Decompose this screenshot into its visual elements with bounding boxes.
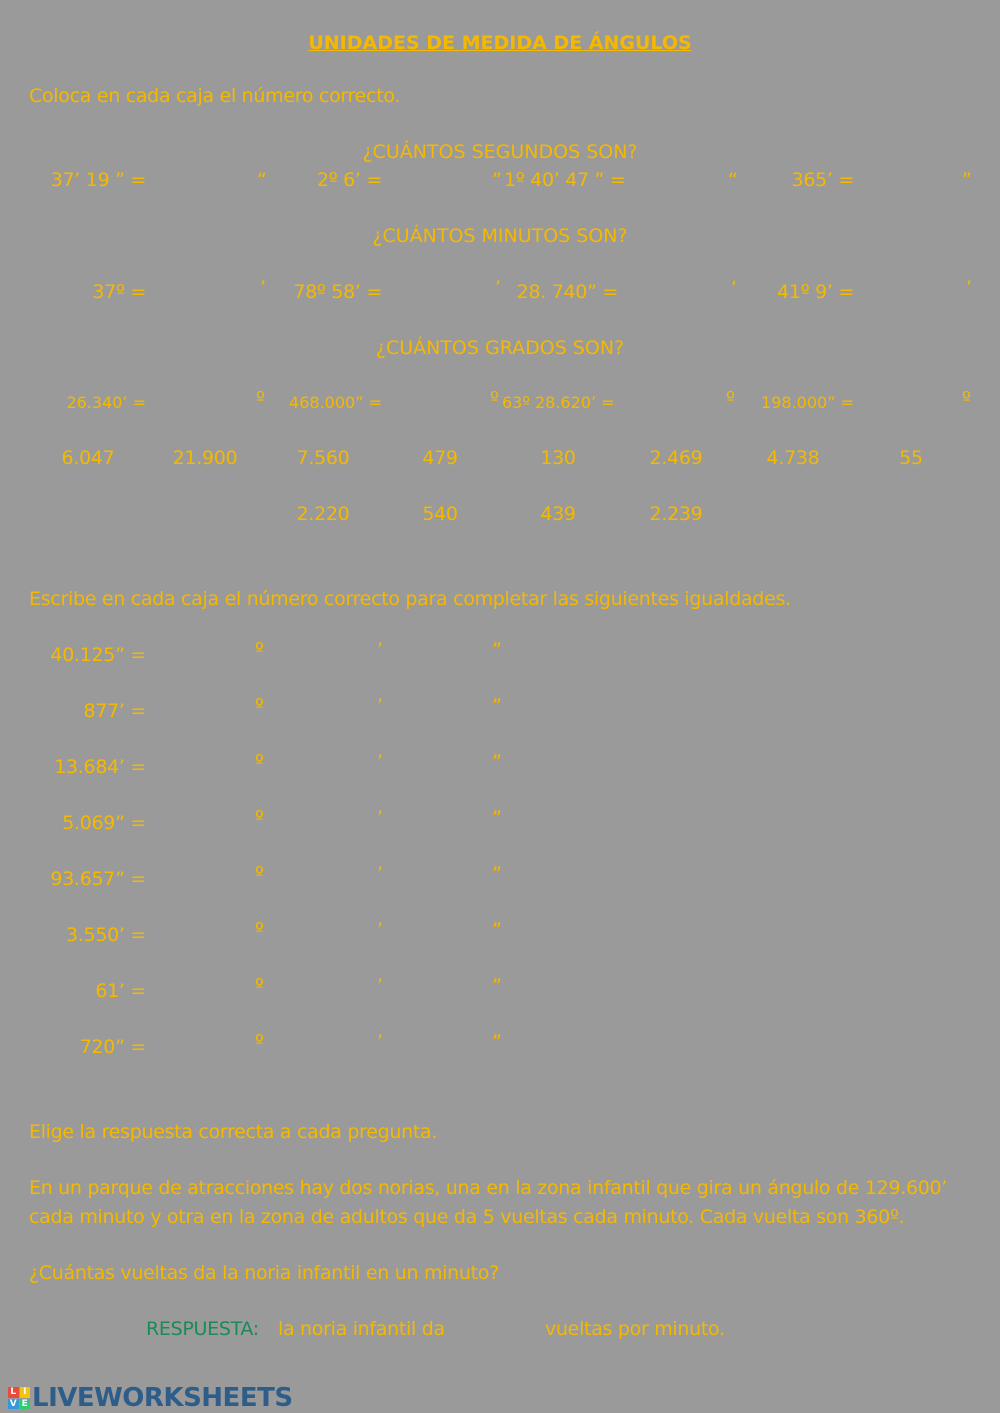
instruction-2: Escribe en cada caja el número correcto para completar las siguientes igualdades. xyxy=(29,588,791,610)
second-mark: ” xyxy=(492,751,502,773)
option-chip[interactable]: 2.469 xyxy=(649,447,703,469)
degree-mark: º xyxy=(255,919,264,941)
second-mark: ” xyxy=(492,1031,502,1053)
degree-mark: º xyxy=(255,695,264,717)
seconds-unit-4: ” xyxy=(962,169,972,191)
answer-prefix: la noria infantil da xyxy=(278,1318,445,1340)
minute-mark: ’ xyxy=(377,751,383,773)
seconds-expr-1: 37’ 19 ” = xyxy=(50,169,146,191)
minutes-expr-3: 28. 740” = xyxy=(516,281,618,303)
conversion-expr: 720” = xyxy=(79,1036,146,1058)
instruction-3: Elige la respuesta correcta a cada pregunta. xyxy=(29,1121,438,1143)
option-chip[interactable]: 55 xyxy=(899,447,923,469)
instruction-1: Coloca en cada caja el número correcto. xyxy=(29,85,401,107)
page-title: UNIDADES DE MEDIDA DE ÁNGULOS xyxy=(308,32,692,54)
minute-mark: ’ xyxy=(377,863,383,885)
minutes-unit-4: ’ xyxy=(966,277,972,299)
conversion-expr: 3.550’ = xyxy=(66,924,146,946)
degree-mark: º xyxy=(255,751,264,773)
option-chip[interactable]: 479 xyxy=(422,447,458,469)
seconds-expr-4: 365’ = xyxy=(791,169,854,191)
minute-mark: ’ xyxy=(377,1031,383,1053)
minutes-expr-2: 78º 58’ = xyxy=(293,281,382,303)
degree-mark: º xyxy=(255,975,264,997)
second-mark: ” xyxy=(492,695,502,717)
conversion-expr: 13.684’ = xyxy=(54,756,146,778)
minute-mark: ’ xyxy=(377,695,383,717)
minutes-expr-1: 37º = xyxy=(92,281,146,303)
logo-letter: L xyxy=(8,1387,19,1398)
second-mark: ” xyxy=(492,919,502,941)
degrees-expr-4: 198.000” = xyxy=(761,393,854,412)
answer-suffix: vueltas por minuto. xyxy=(545,1318,725,1340)
logo-letter: E xyxy=(20,1399,31,1410)
minute-mark: ’ xyxy=(377,919,383,941)
option-chip[interactable]: 6.047 xyxy=(61,447,115,469)
minute-mark: ’ xyxy=(377,639,383,661)
option-chip[interactable]: 2.239 xyxy=(649,503,703,525)
seconds-unit-3: “ xyxy=(728,169,738,191)
degree-mark: º xyxy=(255,639,264,661)
conversion-expr: 877’ = xyxy=(83,700,146,722)
option-chip[interactable]: 4.738 xyxy=(766,447,820,469)
logo-text: LIVEWORKSHEETS xyxy=(32,1383,293,1413)
seconds-unit-2: ” xyxy=(492,169,502,191)
degrees-unit-1: º xyxy=(256,388,265,410)
option-chip[interactable]: 2.220 xyxy=(296,503,350,525)
second-mark: ” xyxy=(492,975,502,997)
option-chip[interactable]: 7.560 xyxy=(296,447,350,469)
second-mark: ” xyxy=(492,863,502,885)
minute-mark: ’ xyxy=(377,975,383,997)
problem-line-2: cada minuto y otra en la zona de adultos que da 5 vueltas cada minuto. Cada vuelta son 360º. xyxy=(29,1206,905,1228)
degrees-expr-3: 63º 28.620’ = xyxy=(502,393,615,412)
logo-letter: V xyxy=(9,1398,17,1409)
conversion-expr: 61’ = xyxy=(95,980,146,1002)
degrees-unit-2: º xyxy=(490,388,499,410)
second-mark: ” xyxy=(492,807,502,829)
conversion-expr: 93.657” = xyxy=(50,868,146,890)
footer-logo[interactable] xyxy=(8,1383,293,1413)
logo-letter: I xyxy=(20,1387,31,1398)
question: ¿Cuántas vueltas da la noria infantil en un minuto? xyxy=(29,1262,499,1284)
seconds-expr-3: 1º 40’ 47 ” = xyxy=(504,169,626,191)
conversion-expr: 40.125” = xyxy=(50,644,146,666)
degree-mark: º xyxy=(255,1031,264,1053)
degree-mark: º xyxy=(255,863,264,885)
minutes-expr-4: 41º 9’ = xyxy=(777,281,854,303)
heading-degrees: ¿CUÁNTOS GRADOS SON? xyxy=(375,337,625,359)
liveworksheets-logo-icon xyxy=(8,1387,30,1409)
degrees-expr-2: 468.000” = xyxy=(289,393,382,412)
minutes-unit-3: ‘ xyxy=(731,277,737,299)
degrees-unit-4: º xyxy=(962,388,971,410)
option-chip[interactable]: 540 xyxy=(422,503,458,525)
minute-mark: ’ xyxy=(377,807,383,829)
seconds-unit-1: “ xyxy=(257,169,267,191)
degrees-unit-3: º xyxy=(726,388,735,410)
heading-minutes: ¿CUÁNTOS MINUTOS SON? xyxy=(372,225,628,247)
option-chip[interactable]: 21.900 xyxy=(172,447,238,469)
second-mark: ” xyxy=(492,639,502,661)
problem-line-1: En un parque de atracciones hay dos norias, una en la zona infantil que gira un ángulo de 129.600’ xyxy=(29,1177,948,1199)
minutes-unit-2: ’ xyxy=(495,277,501,299)
option-chip[interactable]: 439 xyxy=(540,503,576,525)
degrees-expr-1: 26.340’ = xyxy=(66,393,146,412)
heading-seconds: ¿CUÁNTOS SEGUNDOS SON? xyxy=(362,141,638,163)
minutes-unit-1: ’ xyxy=(260,277,266,299)
conversion-expr: 5.069” = xyxy=(62,812,146,834)
answer-label: RESPUESTA: xyxy=(146,1318,259,1340)
seconds-expr-2: 2º 6’ = xyxy=(316,169,382,191)
degree-mark: º xyxy=(255,807,264,829)
option-chip[interactable]: 130 xyxy=(540,447,576,469)
